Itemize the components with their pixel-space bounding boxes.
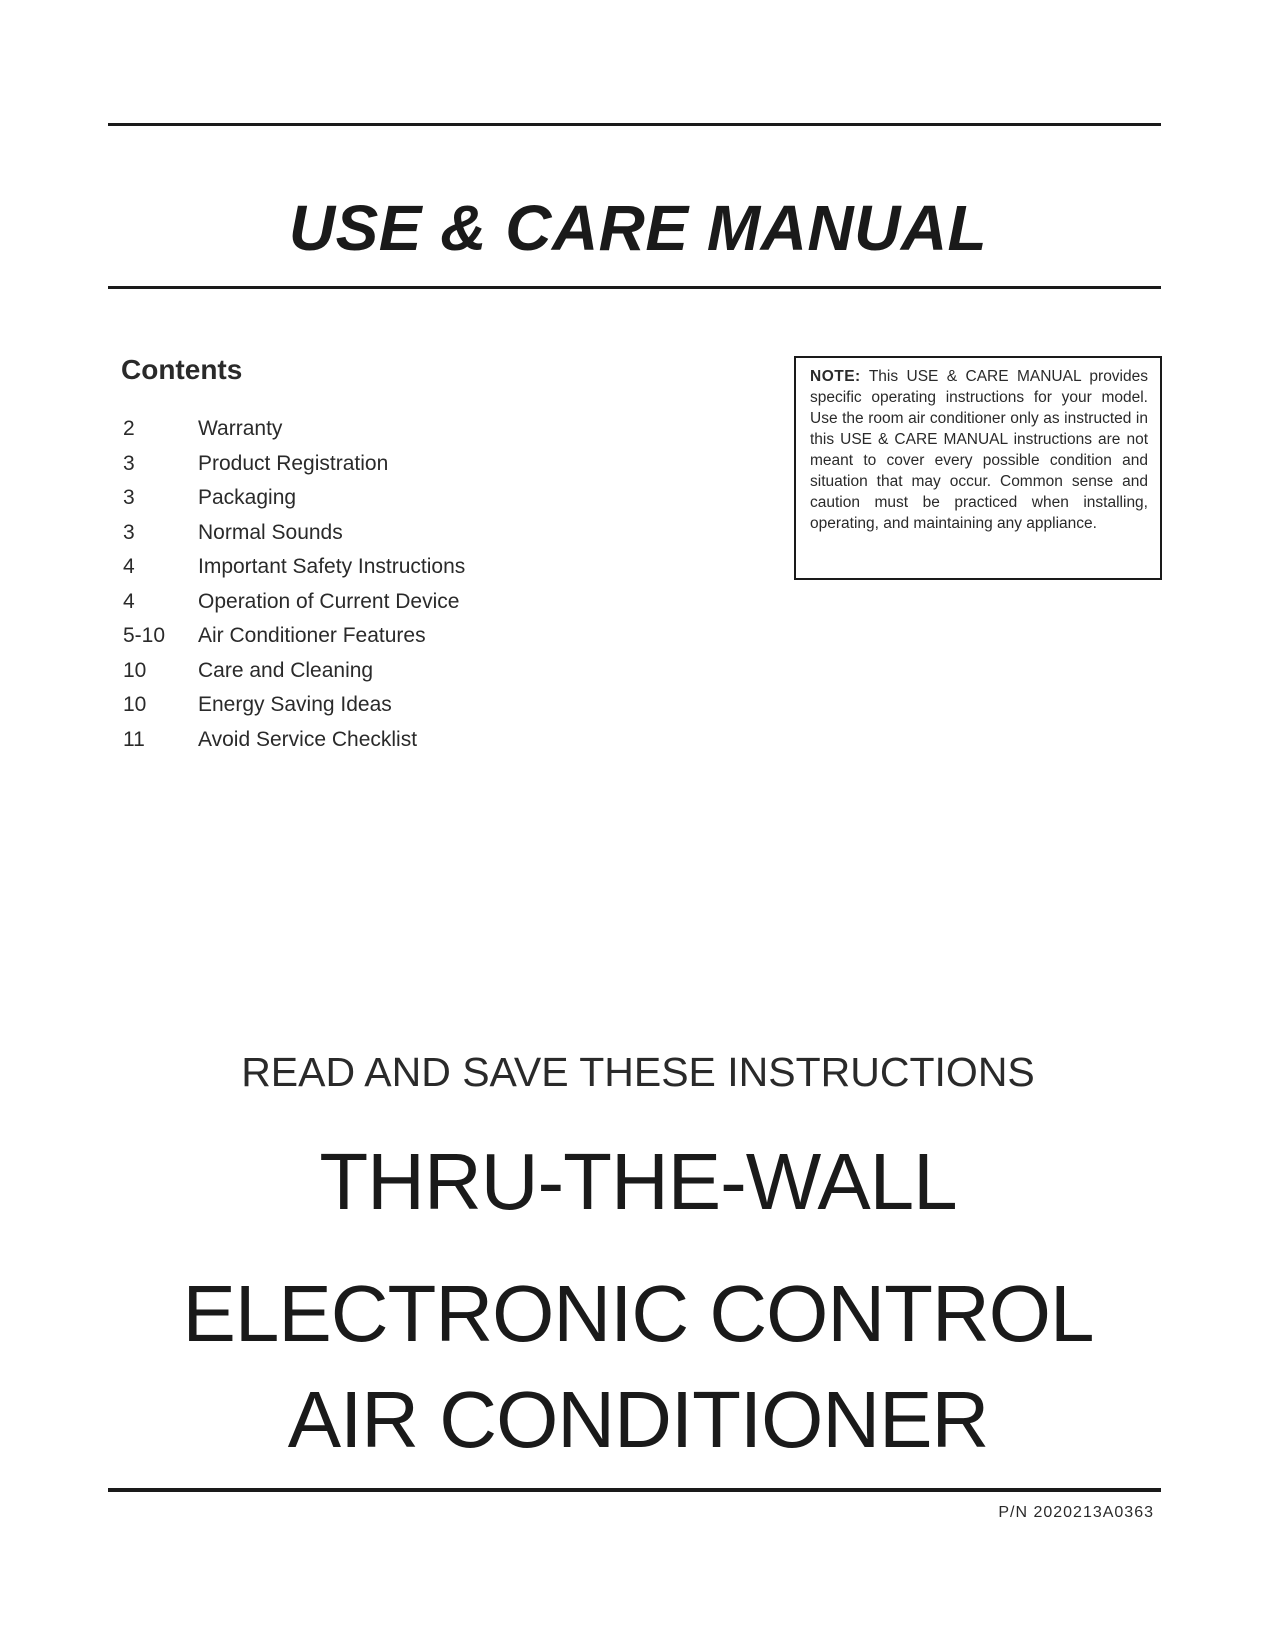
toc-page-number: 10 <box>123 658 147 682</box>
toc-item-title: Air Conditioner Features <box>198 624 426 648</box>
read-and-save-heading: READ AND SAVE THESE INSTRUCTIONS <box>241 1049 1035 1095</box>
contents-heading: Contents <box>121 354 243 385</box>
toc-page-number: 5-10 <box>123 624 166 648</box>
toc-item-title: Avoid Service Checklist <box>198 727 418 751</box>
toc-page-number: 10 <box>123 693 147 717</box>
toc-page-number: 3 <box>123 520 135 544</box>
toc-item-title: Operation of Current Device <box>198 589 460 613</box>
toc-item-title: Product Registration <box>198 451 389 475</box>
title-divider <box>108 286 1161 289</box>
note-box <box>794 356 1162 580</box>
part-number: P/N 2020213A0363 <box>998 1504 1154 1521</box>
toc-page-number: 11 <box>123 727 145 751</box>
toc-item <box>123 654 465 689</box>
toc-item <box>123 516 465 551</box>
table-of-contents <box>123 412 465 757</box>
toc-item <box>123 585 465 620</box>
note-label: NOTE: <box>810 368 861 385</box>
product-title-line-1: THRU-THE-WALL <box>319 1137 957 1226</box>
bottom-divider <box>108 1488 1161 1492</box>
toc-item-title: Normal Sounds <box>198 520 343 544</box>
toc-item <box>123 412 465 447</box>
toc-item-title: Warranty <box>198 417 283 441</box>
manual-title: USE & CARE MANUAL <box>288 192 988 264</box>
toc-item <box>123 688 465 723</box>
toc-item <box>123 723 465 758</box>
toc-page-number: 3 <box>123 486 135 510</box>
toc-item <box>123 550 465 585</box>
note-text: This USE & CARE MANUAL provides specific operating instructions for your model. Use the room air conditioner only as instructed in this USE & CARE MANUAL instructions are not meant to cover every possible condition and situation that may occur. Common sense and caution must be practiced when installing, operating, and maintaining any appliance. <box>810 368 1148 532</box>
product-title-line-2: ELECTRONIC CONTROL <box>182 1269 1094 1358</box>
toc-item <box>123 447 465 482</box>
toc-page-number: 4 <box>123 555 135 579</box>
toc-item <box>123 481 465 516</box>
product-title-line-3: AIR CONDITIONER <box>287 1375 989 1464</box>
toc-page-number: 2 <box>123 417 135 441</box>
toc-item-title: Care and Cleaning <box>198 658 374 682</box>
toc-item <box>123 619 465 654</box>
toc-item-title: Energy Saving Ideas <box>198 693 392 717</box>
toc-page-number: 4 <box>123 589 135 613</box>
toc-item-title: Packaging <box>198 486 297 510</box>
top-divider <box>108 123 1161 126</box>
toc-item-title: Important Safety Instructions <box>198 555 466 579</box>
toc-page-number: 3 <box>123 451 135 475</box>
